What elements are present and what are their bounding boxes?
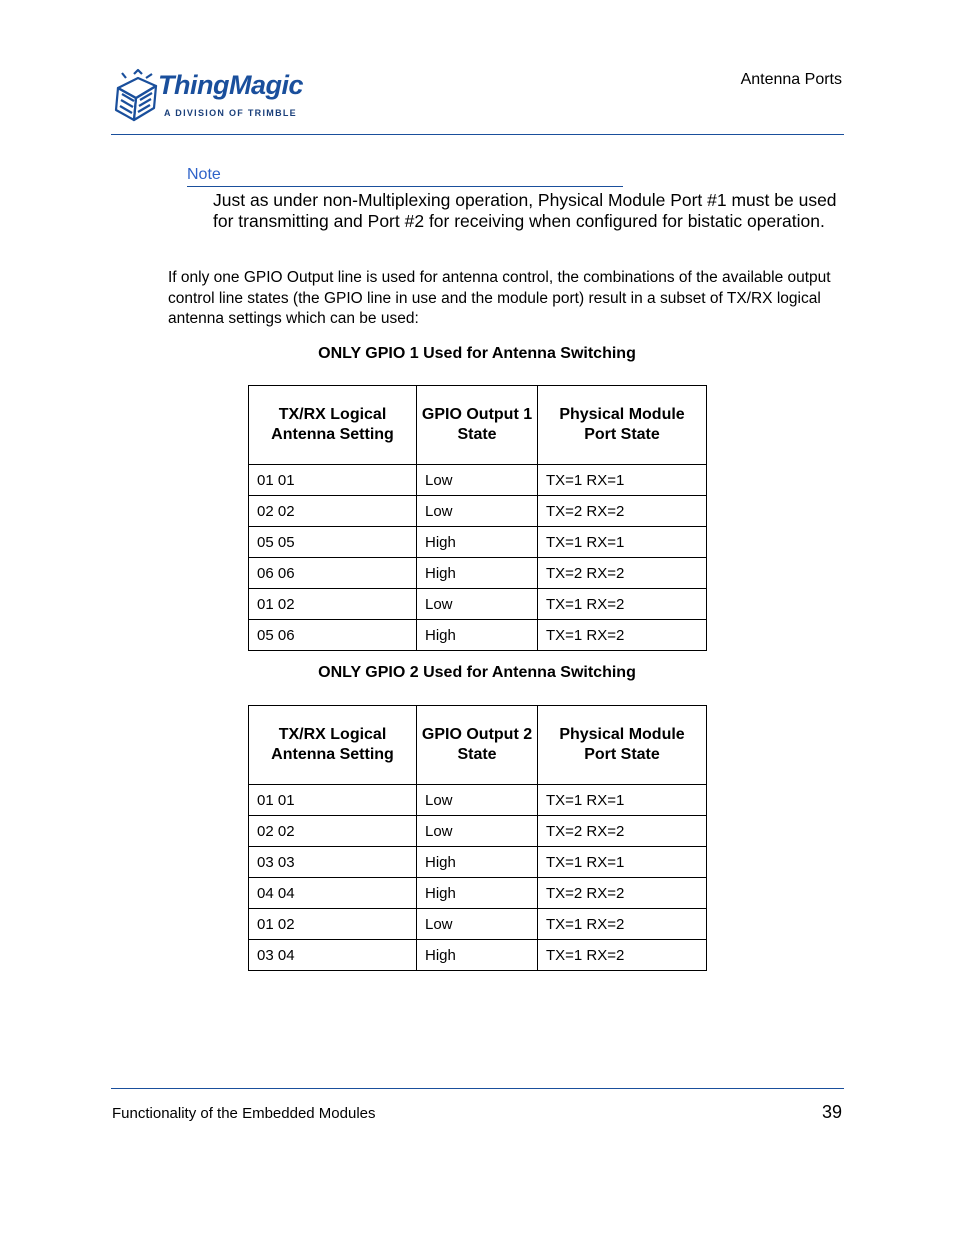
table-cell: 03 03 (249, 847, 417, 878)
thingmagic-logo (112, 68, 312, 126)
table-row (249, 847, 707, 878)
table-cell: TX=1 RX=2 (538, 589, 707, 620)
gpio1-table (248, 385, 707, 651)
table-header-row (249, 386, 707, 465)
table-cell: Low (417, 785, 538, 816)
table-row (249, 785, 707, 816)
table-2-caption: ONLY GPIO 2 Used for Antenna Switching (318, 664, 636, 681)
note-divider (187, 186, 623, 187)
table-cell: TX=2 RX=2 (538, 558, 707, 589)
table-cell: TX=1 RX=2 (538, 940, 707, 971)
body-paragraph: If only one GPIO Output line is used for antenna control, the combinations of the available output control line states (the GPIO line in use and the module port) result in a subset of TX/RX logical antenna settings which can be used: (168, 269, 831, 327)
table-1-caption: ONLY GPIO 1 Used for Antenna Switching (318, 345, 636, 362)
table-cell: 01 02 (249, 909, 417, 940)
table-cell: TX=2 RX=2 (538, 816, 707, 847)
table-cell: 02 02 (249, 496, 417, 527)
table-cell: 03 04 (249, 940, 417, 971)
table-cell: TX=1 RX=1 (538, 847, 707, 878)
table-cell: 01 01 (249, 785, 417, 816)
table-cell: TX=1 RX=1 (538, 527, 707, 558)
logo-cube-icon (112, 68, 160, 124)
table-cell: High (417, 940, 538, 971)
column-header: GPIO Output 1 State (417, 386, 538, 465)
table-cell: TX=1 RX=2 (538, 620, 707, 651)
table-row (249, 465, 707, 496)
table-cell: 04 04 (249, 878, 417, 909)
table-cell: Low (417, 909, 538, 940)
table-cell: High (417, 527, 538, 558)
table-cell: High (417, 878, 538, 909)
gpio2-table (248, 705, 707, 971)
column-header: Physical Module Port State (538, 706, 707, 785)
note-label: Note (187, 166, 221, 183)
table-cell: 05 05 (249, 527, 417, 558)
table-cell: 01 02 (249, 589, 417, 620)
footer-chapter: Functionality of the Embedded Modules (112, 1105, 376, 1122)
table-cell: Low (417, 589, 538, 620)
note-text: Just as under non-Multiplexing operation, Physical Module Port #1 must be used for transmitting and Port #2 for receiving when configured for bistatic operation. (213, 190, 837, 231)
table-cell: 02 02 (249, 816, 417, 847)
table-row (249, 909, 707, 940)
column-header: GPIO Output 2 State (417, 706, 538, 785)
table-cell: 01 01 (249, 465, 417, 496)
table-cell: High (417, 620, 538, 651)
table-row (249, 527, 707, 558)
page-number: 39 (821, 1102, 842, 1122)
table-cell: High (417, 847, 538, 878)
table-row (249, 816, 707, 847)
header-divider (111, 134, 844, 135)
table-cell: TX=2 RX=2 (538, 496, 707, 527)
table-header-row (249, 706, 707, 785)
table-cell: TX=1 RX=1 (538, 465, 707, 496)
table-cell: 06 06 (249, 558, 417, 589)
logo-tagline: A DIVISION OF TRIMBLE (164, 108, 297, 118)
section-title: Antenna Ports (740, 71, 842, 88)
table-cell: 05 06 (249, 620, 417, 651)
table-cell: Low (417, 496, 538, 527)
column-header: TX/RX Logical Antenna Setting (249, 706, 417, 785)
table-row (249, 496, 707, 527)
table-cell: TX=1 RX=1 (538, 785, 707, 816)
logo-wordmark: ThingMagic (158, 70, 303, 100)
column-header: TX/RX Logical Antenna Setting (249, 386, 417, 465)
footer-divider (111, 1088, 844, 1089)
table-row (249, 589, 707, 620)
table-cell: High (417, 558, 538, 589)
table-cell: TX=2 RX=2 (538, 878, 707, 909)
table-cell: TX=1 RX=2 (538, 909, 707, 940)
table-row (249, 620, 707, 651)
table-cell: Low (417, 465, 538, 496)
table-row (249, 940, 707, 971)
column-header: Physical Module Port State (538, 386, 707, 465)
table-row (249, 878, 707, 909)
table-cell: Low (417, 816, 538, 847)
table-row (249, 558, 707, 589)
